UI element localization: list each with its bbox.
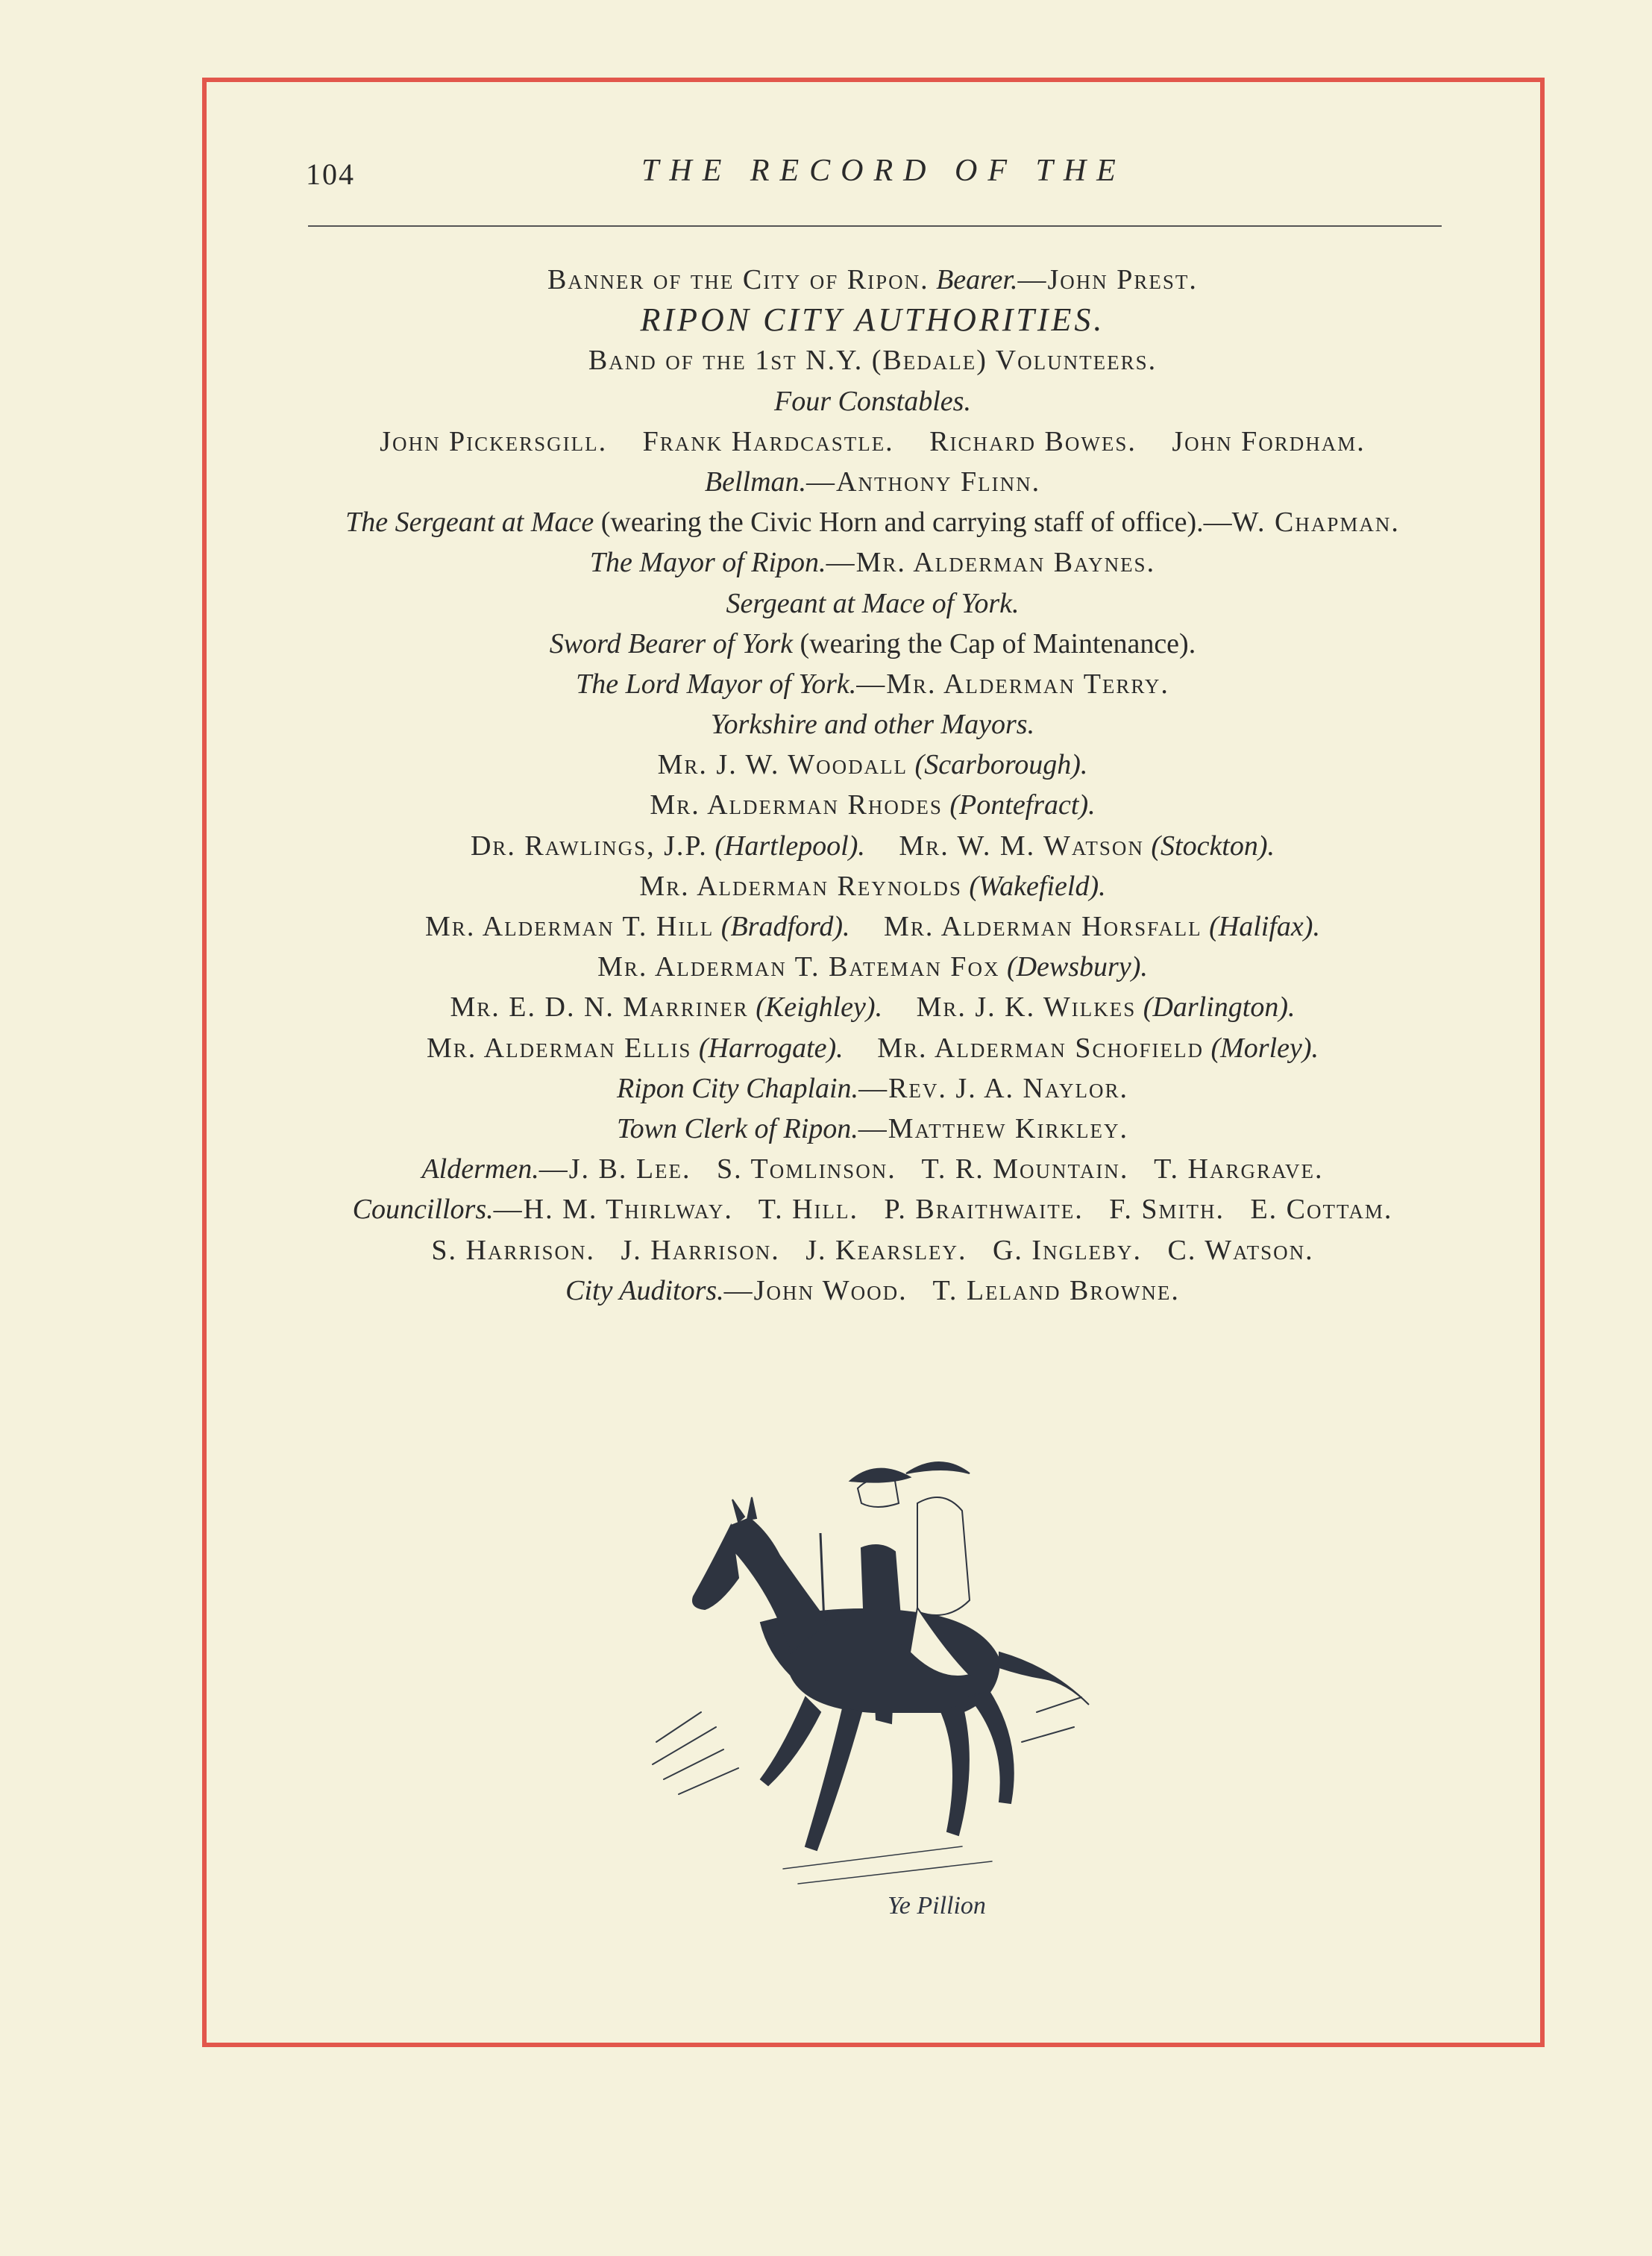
illustration-caption: Ye Pillion: [888, 1892, 986, 1920]
page-number: 104: [306, 157, 355, 191]
sergeant-line: The Sergeant at Mace (wearing the Civic Horn and carrying staff of office).—W. Chapman.: [345, 507, 1400, 539]
rawlings-watson-line: Dr. Rawlings, J.P. (Hartlepool). Mr. W. M. Watson (Stockton).: [470, 830, 1275, 862]
running-title: THE RECORD OF THE: [641, 154, 1126, 188]
constable-names: John Pickersgill. Frank Hardcastle. Richard Bowes. John Fordham.: [380, 425, 1366, 457]
sergeant-york-line: Sergeant at Mace of York.: [726, 587, 1020, 619]
pillion-rider-illustration: [649, 1429, 1141, 1936]
bellman-line: Bellman.—Anthony Flinn.: [704, 466, 1041, 498]
banner-line: Banner of the City of Ripon. Bearer.—John Prest.: [547, 264, 1198, 295]
authorities-heading: RIPON CITY AUTHORITIES.: [640, 301, 1105, 339]
reynolds-line: Mr. Alderman Reynolds (Wakefield).: [639, 870, 1106, 902]
marriner-wilkes-line: Mr. E. D. N. Marriner (Keighley). Mr. J. K. Wilkes (Darlington).: [450, 991, 1295, 1024]
rhodes-line: Mr. Alderman Rhodes (Pontefract).: [650, 789, 1096, 821]
aldermen-line: Aldermen.—J. B. Lee. S. Tomlinson. T. R. Mountain. T. Hargrave.: [421, 1153, 1324, 1185]
mayor-line: The Mayor of Ripon.—Mr. Alderman Baynes.: [589, 547, 1156, 579]
constables-line: Four Constables.: [774, 385, 971, 417]
fox-line: Mr. Alderman T. Bateman Fox (Dewsbury).: [597, 951, 1148, 983]
ellis-schofield-line: Mr. Alderman Ellis (Harrogate). Mr. Alderman Schofield (Morley).: [426, 1032, 1319, 1064]
chaplain-line: Ripon City Chaplain.—Rev. J. A. Naylor.: [617, 1072, 1128, 1104]
auditors-line: City Auditors.—John Wood. T. Leland Browne.: [565, 1274, 1180, 1306]
yorkshire-mayors-line: Yorkshire and other Mayors.: [710, 709, 1035, 741]
lord-mayor-line: The Lord Mayor of York.—Mr. Alderman Terry.: [576, 668, 1169, 700]
town-clerk-line: Town Clerk of Ripon.—Matthew Kirkley.: [617, 1112, 1128, 1144]
band-line: Band of the 1st N.Y. (Bedale) Volunteers.: [588, 345, 1158, 377]
procession-list: [283, 260, 1462, 1311]
woodall-line: Mr. J. W. Woodall (Scarborough).: [657, 749, 1088, 781]
hill-horsfall-line: Mr. Alderman T. Hill (Bradford). Mr. Alderman Horsfall (Halifax).: [425, 911, 1320, 942]
header-rule: [308, 225, 1442, 227]
sword-bearer-line: Sword Bearer of York (wearing the Cap of Maintenance).: [549, 627, 1196, 659]
councillors-line-2: S. Harrison. J. Harrison. J. Kearsley. G. Ingleby. C. Watson.: [431, 1234, 1314, 1266]
councillors-line: Councillors.—H. M. Thirlway. T. Hill. P. Braithwaite. F. Smith. E. Cottam.: [352, 1194, 1393, 1226]
